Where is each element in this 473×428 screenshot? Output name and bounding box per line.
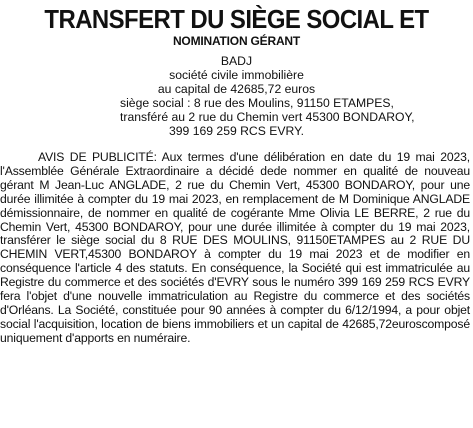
- notice-title: TRANSFERT DU SIÈGE SOCIAL ET: [44, 4, 429, 34]
- notice-body-paragraph: AVIS DE PUBLICITÉ: Aux termes d'une délibération en date du 19 mai 2023, l'Assemblée Générale Extraordinaire a décidé dede nommer en qualité de nouveau gérant M Jean-Luc ANGLADE, 2 rue du Chemin Vert, 45300 BONDAROY, pour une durée illimitée à compter du 19 mai 2023, en remplacement de M Dominique ANGLADE démissionnaire, de nommer en qualité de cogérante Mme Olivia LE BERRE, 2 rue du Chemin Vert, 45300 BONDAROY, pour une durée illimitée à compter du 19 mai 2023, transférer le siège social du 8 RUE DES MOULINS, 91150ETAMPES au 2 RUE DU CHEMIN VERT,45300 BONDAROY à compter du 19 mai 2023 et de modifier en conséquence l'article 4 des statuts. En conséquence, la Société qui est immatriculée au Registre du commerce et des sociétés d'EVRY sous le numéro 399 169 259 RCS EVRY fera l'objet d'une nouvelle immatriculation au Registre du commerce et des sociétés d'Orléans. La Société, constituée pour 90 années à compter du 6/12/1994, a pour objet social l'acquisition, location de biens immobiliers et un capital de 42685,72euroscomposé uniquement d'apports en numéraire.: [0, 150, 470, 345]
- notice-subtitle: NOMINATION GÉRANT: [172, 34, 301, 48]
- company-header: [120, 54, 415, 138]
- company-capital: au capital de 42685,72 euros: [157, 81, 316, 96]
- company-new-seat: transféré au 2 rue du Chemin vert 45300 BONDAROY,: [120, 109, 415, 124]
- company-form: société civile immobilière: [169, 67, 304, 82]
- notice-body: [0, 151, 470, 346]
- company-registration: 399 169 259 RCS EVRY.: [168, 123, 305, 138]
- company-name: BADJ: [220, 54, 253, 68]
- company-old-seat: siège social : 8 rue des Moulins, 91150 ETAMPES,: [120, 95, 394, 110]
